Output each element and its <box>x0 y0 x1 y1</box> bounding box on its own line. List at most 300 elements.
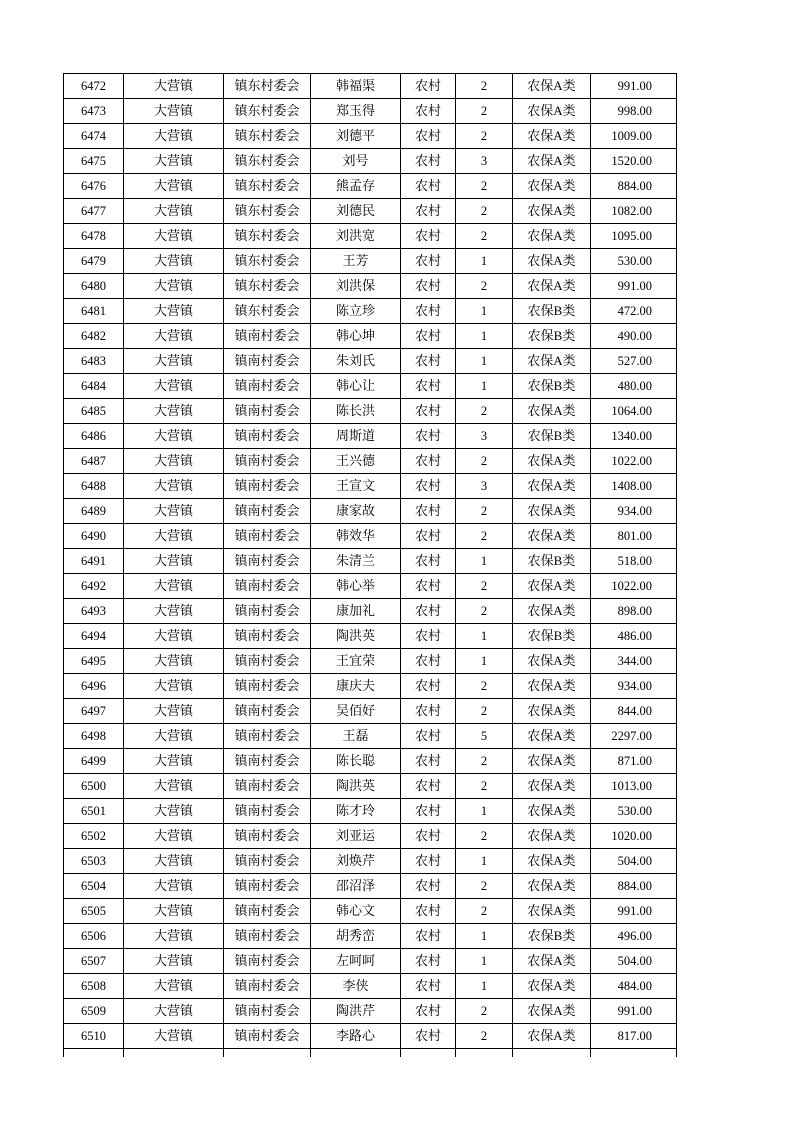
cell-category: 农保A类 <box>513 949 591 974</box>
cell-village: 镇东村委会 <box>224 174 311 199</box>
cell-town: 大营镇 <box>124 799 224 824</box>
cell-residence: 农村 <box>401 174 456 199</box>
cell-amount: 1082.00 <box>591 199 677 224</box>
cell-amount: 934.00 <box>591 499 677 524</box>
cell-name: 王宜荣 <box>311 649 401 674</box>
cell-town: 大营镇 <box>124 524 224 549</box>
cell-category: 农保A类 <box>513 524 591 549</box>
cell-residence: 农村 <box>401 399 456 424</box>
cell-name: 刘洪保 <box>311 274 401 299</box>
cell-category-partial <box>513 1049 591 1058</box>
cell-village: 镇南村委会 <box>224 524 311 549</box>
cell-id: 6472 <box>64 74 124 99</box>
cell-name: 左呵呵 <box>311 949 401 974</box>
table-body <box>64 74 677 1058</box>
table-row <box>64 799 677 824</box>
cell-count: 1 <box>456 924 513 949</box>
cell-residence: 农村 <box>401 624 456 649</box>
cell-residence: 农村 <box>401 374 456 399</box>
cell-category: 农保A类 <box>513 199 591 224</box>
cell-town: 大营镇 <box>124 149 224 174</box>
cell-category: 农保A类 <box>513 74 591 99</box>
cell-name: 王宣文 <box>311 474 401 499</box>
cell-count: 2 <box>456 449 513 474</box>
cell-id: 6483 <box>64 349 124 374</box>
cell-town: 大营镇 <box>124 699 224 724</box>
table-row <box>64 374 677 399</box>
cell-residence: 农村 <box>401 449 456 474</box>
cell-town: 大营镇 <box>124 1024 224 1049</box>
table-row <box>64 1024 677 1049</box>
cell-count: 2 <box>456 874 513 899</box>
cell-village: 镇东村委会 <box>224 299 311 324</box>
table-row <box>64 399 677 424</box>
table-row <box>64 499 677 524</box>
cell-category: 农保A类 <box>513 449 591 474</box>
cell-amount: 484.00 <box>591 974 677 999</box>
cell-village: 镇南村委会 <box>224 1024 311 1049</box>
cell-amount: 998.00 <box>591 99 677 124</box>
cell-count: 2 <box>456 674 513 699</box>
cell-id: 6492 <box>64 574 124 599</box>
cell-category: 农保A类 <box>513 674 591 699</box>
cell-village: 镇南村委会 <box>224 649 311 674</box>
cell-town: 大营镇 <box>124 599 224 624</box>
cell-category: 农保A类 <box>513 699 591 724</box>
cell-category: 农保A类 <box>513 724 591 749</box>
cell-residence: 农村 <box>401 574 456 599</box>
cell-id: 6496 <box>64 674 124 699</box>
cell-category: 农保A类 <box>513 99 591 124</box>
cell-count: 1 <box>456 324 513 349</box>
cell-id: 6487 <box>64 449 124 474</box>
cell-name: 韩心文 <box>311 899 401 924</box>
cell-id: 6497 <box>64 699 124 724</box>
cell-amount: 898.00 <box>591 599 677 624</box>
cell-residence: 农村 <box>401 199 456 224</box>
cell-count: 2 <box>456 899 513 924</box>
cell-village: 镇东村委会 <box>224 124 311 149</box>
cell-residence: 农村 <box>401 474 456 499</box>
table-row <box>64 924 677 949</box>
cell-category: 农保A类 <box>513 274 591 299</box>
cell-amount: 1095.00 <box>591 224 677 249</box>
cell-village: 镇南村委会 <box>224 574 311 599</box>
cell-name: 韩心举 <box>311 574 401 599</box>
cell-town: 大营镇 <box>124 874 224 899</box>
cell-village: 镇南村委会 <box>224 424 311 449</box>
cell-category: 农保A类 <box>513 174 591 199</box>
table-row <box>64 874 677 899</box>
cell-id: 6480 <box>64 274 124 299</box>
cell-name: 王磊 <box>311 724 401 749</box>
cell-name: 郑玉得 <box>311 99 401 124</box>
cell-name: 刘亚运 <box>311 824 401 849</box>
cell-id: 6474 <box>64 124 124 149</box>
cell-category: 农保A类 <box>513 599 591 624</box>
welfare-roster-table <box>63 73 677 1057</box>
table-row <box>64 524 677 549</box>
cell-amount: 991.00 <box>591 999 677 1024</box>
table-row <box>64 674 677 699</box>
cell-town: 大营镇 <box>124 999 224 1024</box>
cell-count: 1 <box>456 249 513 274</box>
cell-residence: 农村 <box>401 599 456 624</box>
cell-id: 6494 <box>64 624 124 649</box>
cell-id: 6479 <box>64 249 124 274</box>
cell-residence: 农村 <box>401 874 456 899</box>
cell-amount: 991.00 <box>591 74 677 99</box>
cell-count: 1 <box>456 649 513 674</box>
cell-id: 6501 <box>64 799 124 824</box>
cell-residence: 农村 <box>401 924 456 949</box>
cell-category: 农保B类 <box>513 374 591 399</box>
cell-village: 镇南村委会 <box>224 874 311 899</box>
table-row <box>64 699 677 724</box>
cell-id: 6476 <box>64 174 124 199</box>
cell-name: 陶洪英 <box>311 774 401 799</box>
cell-residence: 农村 <box>401 324 456 349</box>
cell-town: 大营镇 <box>124 974 224 999</box>
cell-residence: 农村 <box>401 1024 456 1049</box>
cell-category: 农保A类 <box>513 849 591 874</box>
table-row <box>64 849 677 874</box>
cell-residence: 农村 <box>401 849 456 874</box>
cell-village: 镇南村委会 <box>224 774 311 799</box>
cell-village: 镇南村委会 <box>224 749 311 774</box>
cell-town: 大营镇 <box>124 374 224 399</box>
cell-residence: 农村 <box>401 774 456 799</box>
cell-count-partial <box>456 1049 513 1058</box>
table-row <box>64 574 677 599</box>
cell-amount: 884.00 <box>591 174 677 199</box>
cell-amount: 2297.00 <box>591 724 677 749</box>
table-row <box>64 724 677 749</box>
cell-amount: 1020.00 <box>591 824 677 849</box>
cell-name: 朱刘氏 <box>311 349 401 374</box>
cell-amount: 490.00 <box>591 324 677 349</box>
cell-name: 康加礼 <box>311 599 401 624</box>
cell-id: 6504 <box>64 874 124 899</box>
cell-amount: 991.00 <box>591 899 677 924</box>
cell-category: 农保B类 <box>513 624 591 649</box>
cell-name: 刘德民 <box>311 199 401 224</box>
cell-residence: 农村 <box>401 424 456 449</box>
cell-residence: 农村 <box>401 299 456 324</box>
cell-name: 朱清兰 <box>311 549 401 574</box>
cell-village: 镇南村委会 <box>224 724 311 749</box>
table-row <box>64 549 677 574</box>
cell-id: 6488 <box>64 474 124 499</box>
cell-town: 大营镇 <box>124 849 224 874</box>
cell-village: 镇东村委会 <box>224 149 311 174</box>
cell-village: 镇南村委会 <box>224 824 311 849</box>
cell-amount: 871.00 <box>591 749 677 774</box>
cell-village: 镇南村委会 <box>224 699 311 724</box>
cell-town: 大营镇 <box>124 824 224 849</box>
cell-count: 2 <box>456 199 513 224</box>
table-row <box>64 449 677 474</box>
cell-village: 镇南村委会 <box>224 949 311 974</box>
cell-amount: 844.00 <box>591 699 677 724</box>
cell-count: 2 <box>456 399 513 424</box>
table-row <box>64 124 677 149</box>
cell-id: 6489 <box>64 499 124 524</box>
cell-residence: 农村 <box>401 949 456 974</box>
table-row <box>64 774 677 799</box>
cell-id: 6502 <box>64 824 124 849</box>
cell-category: 农保B类 <box>513 549 591 574</box>
cell-category: 农保A类 <box>513 499 591 524</box>
cell-count: 2 <box>456 124 513 149</box>
cell-amount-partial <box>591 1049 677 1058</box>
cell-id: 6490 <box>64 524 124 549</box>
cell-id: 6473 <box>64 99 124 124</box>
cell-category: 农保A类 <box>513 149 591 174</box>
cell-name: 刘焕芹 <box>311 849 401 874</box>
cell-amount: 1013.00 <box>591 774 677 799</box>
cell-village: 镇南村委会 <box>224 974 311 999</box>
table-row <box>64 174 677 199</box>
cell-name: 熊孟存 <box>311 174 401 199</box>
cell-count: 2 <box>456 274 513 299</box>
cell-amount: 344.00 <box>591 649 677 674</box>
cell-residence: 农村 <box>401 899 456 924</box>
cell-residence: 农村 <box>401 224 456 249</box>
table-row <box>64 824 677 849</box>
cell-town-partial <box>124 1049 224 1058</box>
cell-residence: 农村 <box>401 499 456 524</box>
cell-name: 康庆夫 <box>311 674 401 699</box>
cell-town: 大营镇 <box>124 174 224 199</box>
cell-amount: 530.00 <box>591 249 677 274</box>
cell-id: 6507 <box>64 949 124 974</box>
cell-count: 2 <box>456 599 513 624</box>
cell-amount: 472.00 <box>591 299 677 324</box>
cell-village: 镇东村委会 <box>224 74 311 99</box>
cell-town: 大营镇 <box>124 899 224 924</box>
cell-name: 韩心坤 <box>311 324 401 349</box>
cell-name: 李路心 <box>311 1024 401 1049</box>
cell-town: 大营镇 <box>124 424 224 449</box>
cell-residence: 农村 <box>401 99 456 124</box>
cell-residence: 农村 <box>401 724 456 749</box>
cell-town: 大营镇 <box>124 674 224 699</box>
cell-count: 2 <box>456 774 513 799</box>
cell-residence: 农村 <box>401 999 456 1024</box>
table-row <box>64 274 677 299</box>
cell-village: 镇南村委会 <box>224 549 311 574</box>
cell-name: 韩福渠 <box>311 74 401 99</box>
cell-category: 农保A类 <box>513 399 591 424</box>
table-row <box>64 649 677 674</box>
cell-residence-partial <box>401 1049 456 1058</box>
cell-id: 6478 <box>64 224 124 249</box>
cell-name: 李侠 <box>311 974 401 999</box>
cell-amount: 480.00 <box>591 374 677 399</box>
cell-count: 5 <box>456 724 513 749</box>
cell-category: 农保B类 <box>513 324 591 349</box>
cell-amount: 1064.00 <box>591 399 677 424</box>
cell-amount: 991.00 <box>591 274 677 299</box>
cell-name: 刘洪宽 <box>311 224 401 249</box>
table-row <box>64 324 677 349</box>
cell-count: 2 <box>456 174 513 199</box>
cell-id: 6510 <box>64 1024 124 1049</box>
cell-name: 吴佰好 <box>311 699 401 724</box>
cell-town: 大营镇 <box>124 324 224 349</box>
cell-residence: 农村 <box>401 274 456 299</box>
cell-category: 农保A类 <box>513 349 591 374</box>
cell-name: 陈立珍 <box>311 299 401 324</box>
cell-name: 陶洪英 <box>311 624 401 649</box>
cell-town: 大营镇 <box>124 99 224 124</box>
cell-count: 3 <box>456 149 513 174</box>
table-row <box>64 599 677 624</box>
table-row <box>64 224 677 249</box>
cell-count: 2 <box>456 574 513 599</box>
table-row <box>64 974 677 999</box>
cell-village: 镇东村委会 <box>224 274 311 299</box>
cell-town: 大营镇 <box>124 774 224 799</box>
cell-town: 大营镇 <box>124 224 224 249</box>
cell-town: 大营镇 <box>124 349 224 374</box>
cell-name: 胡秀峦 <box>311 924 401 949</box>
cell-category: 农保A类 <box>513 574 591 599</box>
cell-category: 农保A类 <box>513 124 591 149</box>
cell-name-partial <box>311 1049 401 1058</box>
cell-town: 大营镇 <box>124 499 224 524</box>
cell-id: 6509 <box>64 999 124 1024</box>
table-row <box>64 749 677 774</box>
cell-town: 大营镇 <box>124 124 224 149</box>
cell-category: 农保A类 <box>513 249 591 274</box>
cell-id: 6491 <box>64 549 124 574</box>
cell-town: 大营镇 <box>124 924 224 949</box>
cell-residence: 农村 <box>401 524 456 549</box>
cell-name: 王兴德 <box>311 449 401 474</box>
cell-id-partial <box>64 1049 124 1058</box>
cell-id: 6475 <box>64 149 124 174</box>
cell-town: 大营镇 <box>124 249 224 274</box>
table-row <box>64 624 677 649</box>
cell-count: 2 <box>456 824 513 849</box>
cell-village: 镇南村委会 <box>224 374 311 399</box>
cell-amount: 1022.00 <box>591 574 677 599</box>
cell-id: 6493 <box>64 599 124 624</box>
cell-count: 1 <box>456 799 513 824</box>
cell-category: 农保B类 <box>513 299 591 324</box>
cell-id: 6482 <box>64 324 124 349</box>
cell-town: 大营镇 <box>124 399 224 424</box>
cell-town: 大营镇 <box>124 949 224 974</box>
cell-village: 镇南村委会 <box>224 599 311 624</box>
cell-category: 农保A类 <box>513 899 591 924</box>
cell-id: 6484 <box>64 374 124 399</box>
cell-count: 2 <box>456 999 513 1024</box>
cell-town: 大营镇 <box>124 724 224 749</box>
cell-town: 大营镇 <box>124 649 224 674</box>
table-row <box>64 949 677 974</box>
cell-amount: 1340.00 <box>591 424 677 449</box>
cell-category: 农保B类 <box>513 424 591 449</box>
cell-residence: 农村 <box>401 124 456 149</box>
cell-id: 6477 <box>64 199 124 224</box>
cell-village: 镇南村委会 <box>224 474 311 499</box>
cell-residence: 农村 <box>401 699 456 724</box>
table-row <box>64 349 677 374</box>
cell-category: 农保A类 <box>513 974 591 999</box>
cell-count: 2 <box>456 699 513 724</box>
cell-amount: 496.00 <box>591 924 677 949</box>
cell-amount: 884.00 <box>591 874 677 899</box>
cell-amount: 1520.00 <box>591 149 677 174</box>
cell-name: 刘号 <box>311 149 401 174</box>
cell-count: 1 <box>456 374 513 399</box>
cell-category: 农保A类 <box>513 649 591 674</box>
cell-category: 农保A类 <box>513 999 591 1024</box>
cell-residence: 农村 <box>401 249 456 274</box>
cell-amount: 1408.00 <box>591 474 677 499</box>
cell-amount: 486.00 <box>591 624 677 649</box>
cell-category: 农保A类 <box>513 799 591 824</box>
cell-amount: 504.00 <box>591 849 677 874</box>
table-row <box>64 199 677 224</box>
cell-town: 大营镇 <box>124 299 224 324</box>
cell-village: 镇南村委会 <box>224 499 311 524</box>
cell-count: 2 <box>456 749 513 774</box>
cell-count: 1 <box>456 949 513 974</box>
cell-count: 1 <box>456 974 513 999</box>
cell-count: 1 <box>456 349 513 374</box>
cell-name: 周斯道 <box>311 424 401 449</box>
cell-residence: 农村 <box>401 349 456 374</box>
cell-name: 韩效华 <box>311 524 401 549</box>
cell-count: 1 <box>456 849 513 874</box>
cell-residence: 农村 <box>401 824 456 849</box>
cell-count: 2 <box>456 99 513 124</box>
cell-count: 2 <box>456 524 513 549</box>
cell-name: 王芳 <box>311 249 401 274</box>
cell-village: 镇东村委会 <box>224 199 311 224</box>
table-row <box>64 299 677 324</box>
table-row <box>64 249 677 274</box>
table-viewport <box>63 73 678 1057</box>
cell-town: 大营镇 <box>124 474 224 499</box>
cell-id: 6486 <box>64 424 124 449</box>
cell-town: 大营镇 <box>124 74 224 99</box>
cell-id: 6506 <box>64 924 124 949</box>
cell-count: 2 <box>456 499 513 524</box>
cell-count: 2 <box>456 1024 513 1049</box>
cell-village: 镇东村委会 <box>224 224 311 249</box>
cell-count: 2 <box>456 224 513 249</box>
cell-amount: 1009.00 <box>591 124 677 149</box>
cell-village: 镇南村委会 <box>224 899 311 924</box>
cell-name: 陶洪芹 <box>311 999 401 1024</box>
table-row <box>64 999 677 1024</box>
cell-category: 农保A类 <box>513 874 591 899</box>
cell-amount: 530.00 <box>591 799 677 824</box>
table-row <box>64 149 677 174</box>
cell-category: 农保A类 <box>513 824 591 849</box>
cell-id: 6495 <box>64 649 124 674</box>
cell-id: 6505 <box>64 899 124 924</box>
cell-town: 大营镇 <box>124 199 224 224</box>
table-row <box>64 474 677 499</box>
cell-amount: 1022.00 <box>591 449 677 474</box>
cell-name: 韩心让 <box>311 374 401 399</box>
